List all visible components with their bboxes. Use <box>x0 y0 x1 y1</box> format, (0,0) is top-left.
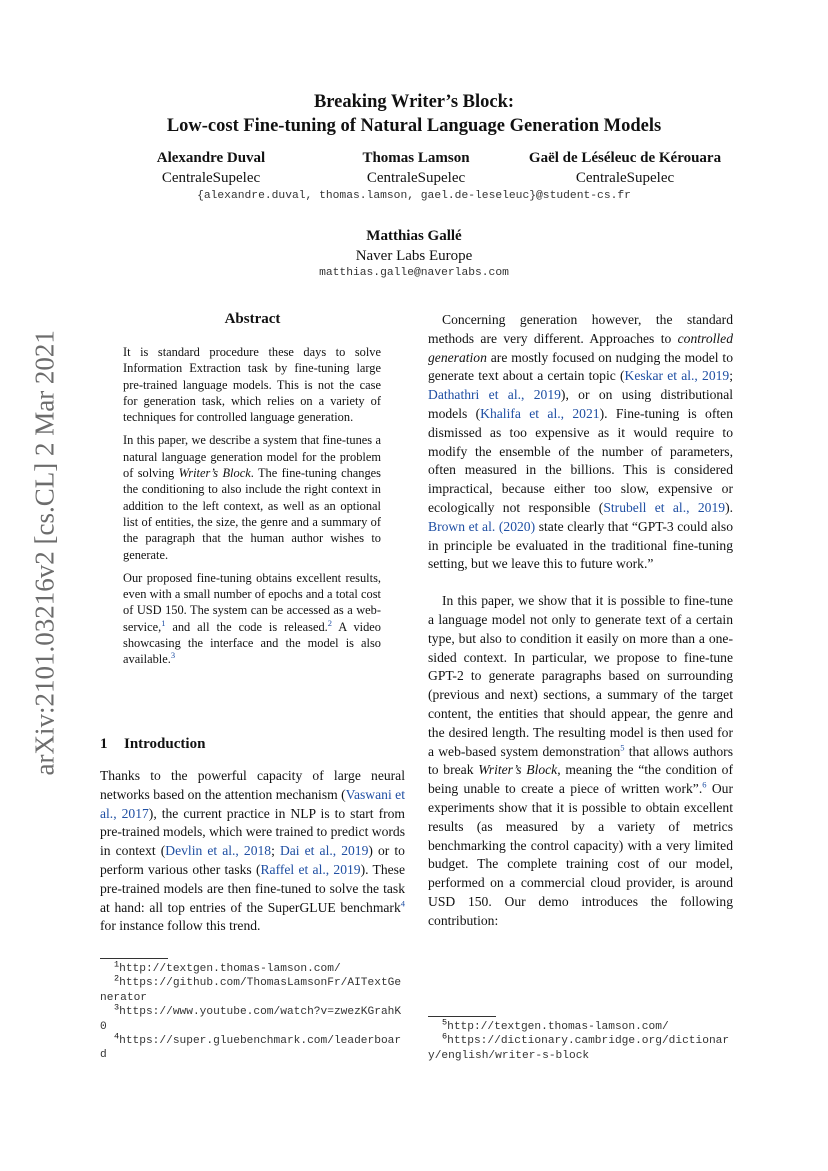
citation-link[interactable]: Raffel et al., 2019 <box>260 861 361 877</box>
author-affiliation: CentraleSupelec <box>161 170 261 186</box>
abstract-body <box>123 344 381 675</box>
footnote-ref[interactable]: 5 <box>620 742 625 752</box>
footnote: $^3$https://www.youtube.com/watch?v=zwezKGrahK0 <box>100 1002 402 1033</box>
abstract-paragraph-2: In this paper, we describe a system that fine-tunes a natural language generation model for the problem of solving Writer’s Block. The fine-tuning changes the conditioning to also include the right context in addition to the left context, as well as an optional list of entities, the size, the genre and a summary of the paragraph that the human author wishes to generate. <box>123 433 381 562</box>
paragraph-controlled-generation: Concerning generation however, the standard methods are very different. Approaches to controlled generation are mostly focused on nudging the model to generate text about a certain topic (Keskar et al., 2019; Dathathri et al., 2019), or on using distributional models (Khalifa et al., 2021). Fine-tuning is often dismissed as too expensive as it would require to modify the ensemble of the number of parameters, often measured in the billions. This is considered impractical, because either too slow, expensive or ecologically not responsible (Strubell et al., 2019). Brown et al. (2020) state clearly that “GPT-3 could also in principle be evaluated in the traditional fine-tuning setting, but we leave this to future work.” <box>428 312 734 572</box>
footnote: $^6$https://dictionary.cambridge.org/dictionary/english/writer-s-block <box>428 1031 730 1062</box>
footnote-ref[interactable]: 6 <box>702 779 707 790</box>
citation-link[interactable]: Dathathri et al., 2019 <box>428 387 561 403</box>
arxiv-identifier: arXiv:2101.03216v2 [cs.CL] 2 Mar 2021 <box>29 330 60 776</box>
footnote: $^4$https://super.gluebenchmark.com/leaderboard <box>100 1031 402 1062</box>
footnote-divider <box>428 1016 496 1017</box>
section-number: 1 <box>100 736 108 752</box>
citation-link[interactable]: Vaswani et al., 2017 <box>100 786 405 821</box>
footnote-ref[interactable]: 3 <box>170 650 176 661</box>
footnote-url[interactable]: http://textgen.thomas-lamson.com/ <box>447 1021 669 1033</box>
author-1 <box>100 148 322 188</box>
author-affiliation: Naver Labs Europe <box>355 248 473 264</box>
citation-link[interactable]: Khalifa et al., 2021 <box>480 405 600 421</box>
citation-link[interactable]: Brown et al. (2020) <box>428 518 536 534</box>
footnotes-right <box>428 1017 733 1063</box>
author-emails: {alexandre.duval, thomas.lamson, gael.de-leseleuc}@student-cs.fr <box>197 190 631 202</box>
right-column-text <box>428 311 733 931</box>
author-name: Matthias Gallé <box>366 228 462 244</box>
author-4-email: matthias.galle@naverlabs.com <box>319 267 509 279</box>
footnote-url[interactable]: http://textgen.thomas-lamson.com/ <box>119 963 341 975</box>
author-4 <box>0 226 828 266</box>
citation-link[interactable]: Keskar et al., 2019 <box>624 368 730 384</box>
author-name: Alexandre Duval <box>156 150 266 166</box>
abstract-paragraph-1: It is standard procedure these days to solve Information Extraction task by fine-tuning large pre-trained language models. This is not the case for generation task, which relies on a variety of techniques for controlled language generation. <box>123 345 381 425</box>
title-line-2: Low-cost Fine-tuning of Natural Language Generation Models <box>166 116 662 136</box>
footnote-url[interactable]: https://dictionary.cambridge.org/dictionary/english/writer-s-block <box>428 1035 730 1062</box>
title-line-1: Breaking Writer’s Block: <box>313 92 515 112</box>
footnote-ref[interactable]: 2 <box>327 617 333 628</box>
introduction-paragraph: Thanks to the powerful capacity of large neural networks based on the attention mechanism (Vaswani et al., 2017), the current practice in NLP is to start from pre-trained models, which were trained to predict words in context (Devlin et al., 2018; Dai et al., 2019) or to perform various other tasks (Raffel et al., 2019). These pre-trained models are then fine-tuned to solve the task at hand: all top entries of the SuperGLUE benchmark$^4$ for instance follow this trend. <box>100 768 405 934</box>
footnote: $^1$http://textgen.thomas-lamson.com/ <box>114 959 341 975</box>
paragraph-contribution: In this paper, we show that it is possible to fine-tune a language model not only to generate text of a certain type, but also to condition it easily on more than a one-sided context. In particular, we propose to fine-tune GPT-2 to generate paragraphs based on surrounding (previous and next) sections, a summary of the target content, the entities that should appear, the genre and the desired length. The resulting model is then used for a web-based system demonstration$^5$ that allows authors to break Writer’s Block, meaning the “the condition of being unable to create a piece of written work”.$^6$ Our experiments show that it is possible to obtain excellent results (as measured by a variety of metrics benchmarking the control capacity) with a very limited budget. The complete training cost of our model, performed on a commercial cloud provider, is around USD 150. Our demo introduces the following contribution: <box>428 593 734 928</box>
footnote: $^5$http://textgen.thomas-lamson.com/ <box>442 1017 669 1033</box>
footnote-url[interactable]: https://www.youtube.com/watch?v=zwezKGrahK0 <box>100 1006 402 1033</box>
author-name: Gaël de Léséleuc de Kérouara <box>528 150 722 166</box>
author-2 <box>315 148 517 188</box>
abstract-heading: Abstract <box>224 311 281 327</box>
section-title: Introduction <box>124 736 206 752</box>
footnote-divider <box>100 958 168 959</box>
citation-link[interactable]: Devlin et al., 2018 <box>165 843 272 859</box>
paper-title <box>0 90 828 138</box>
abstract-paragraph-3: Our proposed fine-tuning obtains excellent results, even with a small number of epochs and a total cost of USD 150. The system can be accessed as a web-service,$^1$ and all the code is released.$^2$ A video showcasing the interface and the model is also available.$^3$ <box>123 570 381 667</box>
footnote-url[interactable]: https://super.gluebenchmark.com/leaderboard <box>100 1035 402 1062</box>
citation-link[interactable]: Dai et al., 2019 <box>279 843 369 859</box>
author-affiliation: CentraleSupelec <box>575 170 675 186</box>
footnote-ref[interactable]: 4 <box>400 898 405 909</box>
author-name: Thomas Lamson <box>362 150 470 166</box>
footnotes-left <box>100 959 405 1063</box>
author-affiliation: CentraleSupelec <box>366 170 466 186</box>
footnote-ref[interactable]: 1 <box>161 617 166 628</box>
footnote-url[interactable]: https://github.com/ThomasLamsonFr/AITextGenerator <box>100 977 402 1004</box>
author-3 <box>505 148 745 188</box>
citation-link[interactable]: Strubell et al., 2019 <box>603 499 726 515</box>
section-heading-introduction <box>100 736 205 753</box>
footnote: $^2$https://github.com/ThomasLamsonFr/AITextGenerator <box>100 973 402 1004</box>
